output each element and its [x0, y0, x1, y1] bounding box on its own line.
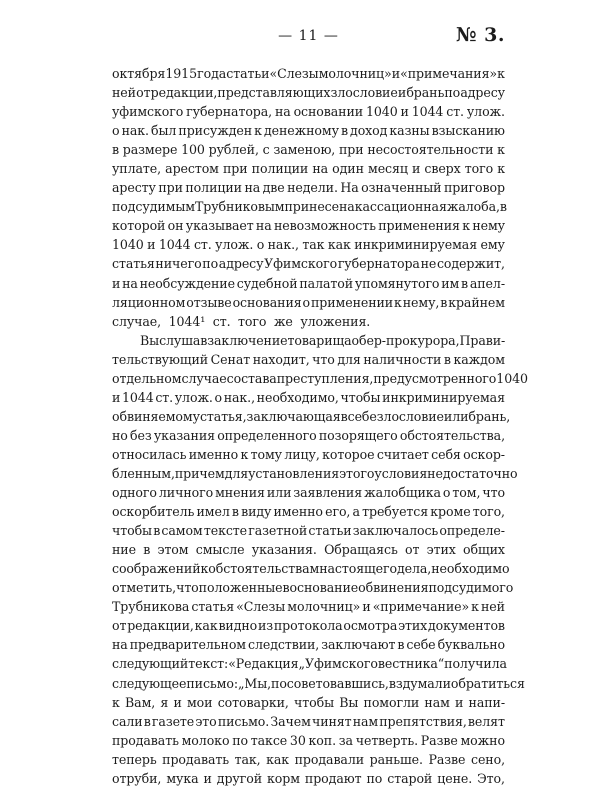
text-line: но без указания определенного позорящего обстоятельства, [112, 427, 505, 443]
text-line: о нак. был присужден к денежному в доход казны взысканию [112, 123, 505, 139]
text-line: аресту при полиции на две недели. На означенный приговор [112, 180, 505, 196]
paragraph [112, 64, 505, 331]
text-line: одного личного мнения или заявления жалобщика о том, что [112, 485, 505, 501]
text-line: 1040 и 1044 ст. улож. о нак., так как инкриминируемая ему [112, 237, 505, 253]
body-text [112, 64, 528, 788]
text-line: уфимского губернатора, на основании 1040 и 1044 ст. улож. [112, 104, 505, 120]
text-line: ней от редакции, представляющих злословие и брань по адресу [112, 85, 505, 101]
text-line: чтобы в самом тексте газетной статьи заключалось определе- [112, 523, 505, 539]
text-line: следующий текст: «Редакция „Уфимского вестника“ получила [112, 656, 507, 672]
text-line: от редакции, как видно из протокола осмотра этих документов [112, 618, 505, 634]
issue-number: № 3. [455, 24, 505, 46]
text-line: ние в этом смысле указания. Обращаясь от этих общих [112, 542, 505, 558]
text-line: теперь продавать так, как продавали раньше. Разве сено, [112, 751, 505, 767]
text-line: в размере 100 рублей, с заменою, при несостоятельности к [112, 142, 505, 158]
text-line: отруби, мука и другой корм продают по старой цене. Это, [112, 770, 505, 786]
text-line: октября 1915 года статьи «Слезы молочниц» и «примечания» к [112, 66, 505, 81]
text-line: следующее письмо: „Мы, посоветовавшись, вздумали обратиться [112, 675, 525, 691]
text-line: обвиняемому статья, заключающая в себе злословие или брань, [112, 408, 511, 424]
text-line: случае, 1044¹ ст. того же уложения. [112, 313, 371, 329]
text-line: сали в газете это письмо. Зачем чинят нам препятствия, велят [112, 713, 505, 729]
page-number: — 11 — [278, 28, 339, 44]
text-line: бленным, причем для установления этого условия недостаточно [112, 465, 518, 481]
text-line: Выслушав заключение товарища обер-прокурора, Прави- [140, 332, 506, 348]
text-line: относилась именно к тому лицу, которое считает себя оскор- [112, 446, 505, 462]
text-line: ляционном отзыве основания о применении к нему, в крайнем [112, 294, 505, 310]
text-line: отдельном случае состава преступления, предусмотренного 1040 [112, 370, 528, 386]
text-line: и на необсуждение судебной палатой упомянутого им в апел- [112, 275, 505, 291]
text-line: и 1044 ст. улож. о нак., необходимо, чтобы инкриминируемая [112, 389, 505, 405]
text-line: которой он указывает на невозможность применения к нему [112, 218, 505, 234]
text-line: статья ничего по адресу Уфимского губернатора не содержит, [112, 256, 505, 272]
page-header [112, 24, 505, 52]
text-line: соображений к обстоятельствам настоящего дела, необходимо [112, 561, 510, 577]
text-line: тельствующий Сенат находит, что для наличности в каждом [112, 351, 505, 367]
text-line: продавать молоко по таксе 30 коп. за четверть. Разве можно [112, 732, 505, 748]
text-line: Трубникова статья «Слезы молочниц» и «примечание» к ней [112, 599, 505, 615]
text-line: подсудимым Трубниковым принесена кассационная жалоба, в [112, 199, 507, 215]
text-line: к Вам, я и мои сотоварки, чтобы Вы помогли нам и напи- [112, 694, 505, 710]
paragraph [112, 331, 528, 788]
text-line: отметить, что положенные в основание обвинения подсудимого [112, 580, 514, 596]
text-line: оскорбитель имел в виду именно его, а требуется кроме того, [112, 504, 505, 520]
text-line: уплате, арестом при полиции на один месяц и сверх того к [112, 161, 505, 177]
text-line: на предварительном следствии, заключают в себе буквально [112, 637, 505, 653]
